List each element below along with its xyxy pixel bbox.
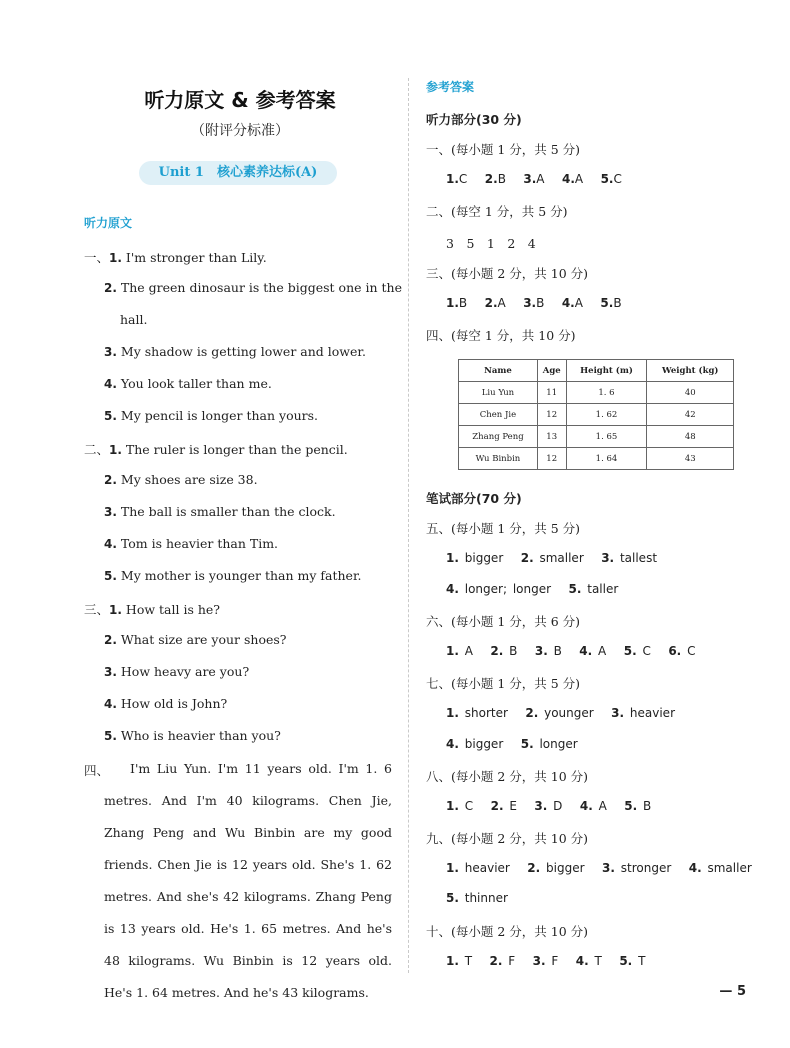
- q1-item-3: 3. My shadow is getting lower and lower.: [104, 344, 366, 359]
- table-cell: 11: [537, 382, 566, 404]
- answer-value: B: [497, 172, 506, 186]
- answer-number: 5.: [568, 582, 582, 596]
- listening-section-head: 听力部分(30 分): [426, 112, 522, 127]
- answer-number: 4.: [446, 737, 459, 751]
- answer-value: A: [464, 644, 473, 658]
- answer-value: taller: [587, 582, 619, 596]
- q3-item-2: 2. What size are your shoes?: [104, 632, 287, 647]
- answer-value: stronger: [620, 861, 672, 875]
- q4-label: 四、: [84, 763, 110, 778]
- listening-script-label: 听力原文: [84, 216, 133, 230]
- q4-passage: I'm Liu Yun. I'm 11 years old. I'm 1. 6 metres. And I'm 40 kilograms. Chen Jie, Zhang Peng and Wu Binbin are my good friends. Chen Jie is 12 years old. She's 1. 62 metres. And she's 42 kilograms. Zhang Peng is 13 years old. He's 1. 65 metres. And he's 48 kilograms. Wu Binbin is 12 years old. He's 1. 64 metres. And he's 43 kilograms.: [104, 761, 392, 1000]
- answer-value: C: [458, 172, 468, 186]
- answer-number: 2.: [484, 296, 498, 310]
- answer-number: 5.: [446, 891, 459, 905]
- answer-value: C: [464, 799, 474, 813]
- answer-value: C: [687, 644, 696, 658]
- s5-answers-line2: [446, 582, 618, 596]
- answer-number: 4.: [688, 861, 702, 875]
- answer-value: longer: [539, 737, 578, 751]
- s6-head: 六、(每小题 1 分，共 6 分): [426, 614, 581, 629]
- answer-number: 4.: [561, 172, 575, 186]
- answer-number: 2.: [525, 706, 539, 720]
- answer-number: 3.: [534, 644, 548, 658]
- answer-value: bigger: [464, 551, 504, 565]
- q1-item-1: 一、1. I'm stronger than Lily.: [84, 250, 267, 265]
- s10-head: 十、(每小题 2 分，共 10 分): [426, 924, 589, 939]
- s3-head: 三、(每小题 2 分，共 10 分): [426, 266, 589, 281]
- table-header: Name: [459, 360, 538, 382]
- answer-number: 2.: [484, 172, 498, 186]
- answer-number: 1.: [446, 954, 459, 968]
- answer-number: 2.: [527, 861, 541, 875]
- answer-value: C: [613, 172, 622, 186]
- table-cell: 13: [537, 426, 566, 448]
- q1-item-5: 5. My pencil is longer than yours.: [104, 408, 319, 423]
- answer-value: D: [553, 799, 563, 813]
- q1-item-2: 2. The green dinosaur is the biggest one in the: [104, 280, 402, 295]
- q3-item-1: 三、1. How tall is he?: [84, 602, 221, 617]
- table-row: [459, 404, 734, 426]
- answer-number: 6.: [668, 644, 682, 658]
- table-cell: 43: [647, 448, 734, 470]
- answer-number: 1.: [446, 172, 459, 186]
- table-cell: Wu Binbin: [459, 448, 538, 470]
- s2-answers: 3 5 1 2 4: [446, 236, 536, 251]
- unit-badge: Unit 1 核心素养达标(A): [139, 161, 337, 185]
- answer-number: 1.: [446, 551, 459, 565]
- s5-head: 五、(每小题 1 分，共 5 分): [426, 521, 581, 536]
- table-cell: 1. 6: [566, 382, 647, 404]
- answer-value: B: [458, 296, 468, 310]
- q1-item-2-cont: hall.: [120, 312, 148, 327]
- answer-value: C: [642, 644, 651, 658]
- s6-answers: [446, 644, 695, 658]
- table-cell: Zhang Peng: [459, 426, 538, 448]
- answer-number: 5.: [520, 737, 534, 751]
- answer-value: younger: [544, 706, 594, 720]
- answer-value: B: [643, 799, 652, 813]
- answer-value: heavier: [464, 861, 510, 875]
- answer-value: E: [509, 799, 517, 813]
- answer-number: 4.: [446, 582, 459, 596]
- answer-value: B: [509, 644, 518, 658]
- table-cell: 1. 65: [566, 426, 647, 448]
- s7-head: 七、(每小题 1 分，共 5 分): [426, 676, 581, 691]
- s9-answers-line1: [446, 861, 752, 875]
- q2-item-1: 二、1. The ruler is longer than the pencil.: [84, 442, 348, 457]
- s5-answers-line1: [446, 551, 657, 565]
- page-subtitle: （附评分标准）: [191, 123, 289, 139]
- answer-value: heavier: [629, 706, 675, 720]
- answer-value: smaller: [539, 551, 584, 565]
- q2-item-5: 5. My mother is younger than my father.: [104, 568, 362, 583]
- answer-value: A: [598, 799, 607, 813]
- answer-value: T: [594, 954, 602, 968]
- answer-number: 3.: [532, 954, 546, 968]
- answer-value: A: [574, 296, 583, 310]
- s10-answers: [446, 954, 645, 968]
- answer-number: 2.: [489, 954, 503, 968]
- answer-number: 4.: [579, 644, 593, 658]
- s2-head: 二、(每空 1 分，共 5 分): [426, 204, 568, 219]
- q1-label: 一、: [84, 250, 110, 265]
- writing-section-head: 笔试部分(70 分): [426, 491, 522, 506]
- answer-number: 1.: [446, 706, 459, 720]
- s4-head: 四、(每空 1 分，共 10 分): [426, 328, 576, 343]
- answer-value: B: [613, 296, 622, 310]
- answer-value: T: [464, 954, 473, 968]
- table-cell: 42: [647, 404, 734, 426]
- table-cell: 40: [647, 382, 734, 404]
- answer-value: F: [508, 954, 516, 968]
- answer-number: 5.: [623, 644, 637, 658]
- table-header: Height (m): [566, 360, 647, 382]
- q1-item-4: 4. You look taller than me.: [104, 376, 272, 391]
- q3-item-4: 4. How old is John?: [104, 696, 228, 711]
- s7-answers-line1: [446, 706, 675, 720]
- table-cell: Liu Yun: [459, 382, 538, 404]
- answer-number: 3.: [611, 706, 625, 720]
- answer-number: 3.: [601, 551, 615, 565]
- answer-value: shorter: [464, 706, 508, 720]
- answer-number: 5.: [619, 954, 633, 968]
- page-number: — 5: [719, 984, 746, 999]
- q2-item-2: 2. My shoes are size 38.: [104, 472, 258, 487]
- q2-item-4: 4. Tom is heavier than Tim.: [104, 536, 279, 551]
- s9-head: 九、(每小题 2 分，共 10 分): [426, 831, 589, 846]
- answer-number: 5.: [600, 296, 614, 310]
- table-cell: 1. 62: [566, 404, 647, 426]
- answer-number: 3.: [534, 799, 548, 813]
- s1-answers: [446, 172, 622, 186]
- table-header: Weight (kg): [647, 360, 734, 382]
- answer-number: 3.: [523, 296, 537, 310]
- s9-answers-line2: [446, 891, 508, 905]
- page-title: 听力原文 & 参考答案: [144, 88, 336, 112]
- answer-number: 2.: [490, 644, 504, 658]
- q2-item-3: 3. The ball is smaller than the clock.: [104, 504, 336, 519]
- s7-answers-line2: [446, 737, 578, 751]
- s3-answers: [446, 296, 622, 310]
- answer-number: 4.: [561, 296, 575, 310]
- answer-value: A: [574, 172, 584, 186]
- answer-number: 2.: [490, 799, 504, 813]
- answer-number: 1.: [446, 644, 459, 658]
- answer-number: 5.: [600, 172, 614, 186]
- q3-item-3: 3. How heavy are you?: [104, 664, 250, 679]
- answer-number: 3.: [602, 861, 615, 875]
- table-cell: 12: [537, 404, 566, 426]
- table-row: [459, 448, 734, 470]
- answer-value: thinner: [464, 891, 508, 905]
- answer-number: 2.: [520, 551, 534, 565]
- s1-head: 一、(每小题 1 分，共 5 分): [426, 142, 581, 157]
- answer-number: 1.: [446, 799, 459, 813]
- column-divider: [408, 78, 409, 973]
- answer-value: F: [551, 954, 559, 968]
- answer-value: A: [598, 644, 607, 658]
- answer-value: A: [536, 172, 545, 186]
- answer-value: tallest: [619, 551, 658, 565]
- answer-value: longer; longer: [464, 582, 552, 596]
- s8-answers: [446, 799, 651, 813]
- answer-number: 4.: [575, 954, 589, 968]
- answer-value: bigger: [464, 737, 504, 751]
- table-cell: 12: [537, 448, 566, 470]
- answer-value: smaller: [707, 861, 752, 875]
- answer-number: 5.: [624, 799, 638, 813]
- answer-number: 3.: [523, 172, 537, 186]
- s8-head: 八、(每小题 2 分，共 10 分): [426, 769, 589, 784]
- table-cell: 1. 64: [566, 448, 647, 470]
- table-row: [459, 382, 734, 404]
- answer-value: A: [497, 296, 506, 310]
- table-cell: Chen Jie: [459, 404, 538, 426]
- table-header-row: [459, 360, 734, 382]
- q3-item-5: 5. Who is heavier than you?: [104, 728, 281, 743]
- answer-number: 4.: [579, 799, 593, 813]
- table-row: [459, 426, 734, 448]
- info-table: [458, 359, 734, 470]
- answer-value: B: [536, 296, 545, 310]
- q3-label: 三、: [84, 602, 110, 617]
- table-cell: 48: [647, 426, 734, 448]
- answer-value: B: [553, 644, 562, 658]
- answer-value: bigger: [546, 861, 585, 875]
- answers-label: 参考答案: [426, 80, 475, 94]
- table-header: Age: [537, 360, 566, 382]
- answer-number: 1.: [446, 296, 459, 310]
- q2-label: 二、: [84, 442, 110, 457]
- answer-value: T: [638, 954, 646, 968]
- answer-number: 1.: [446, 861, 459, 875]
